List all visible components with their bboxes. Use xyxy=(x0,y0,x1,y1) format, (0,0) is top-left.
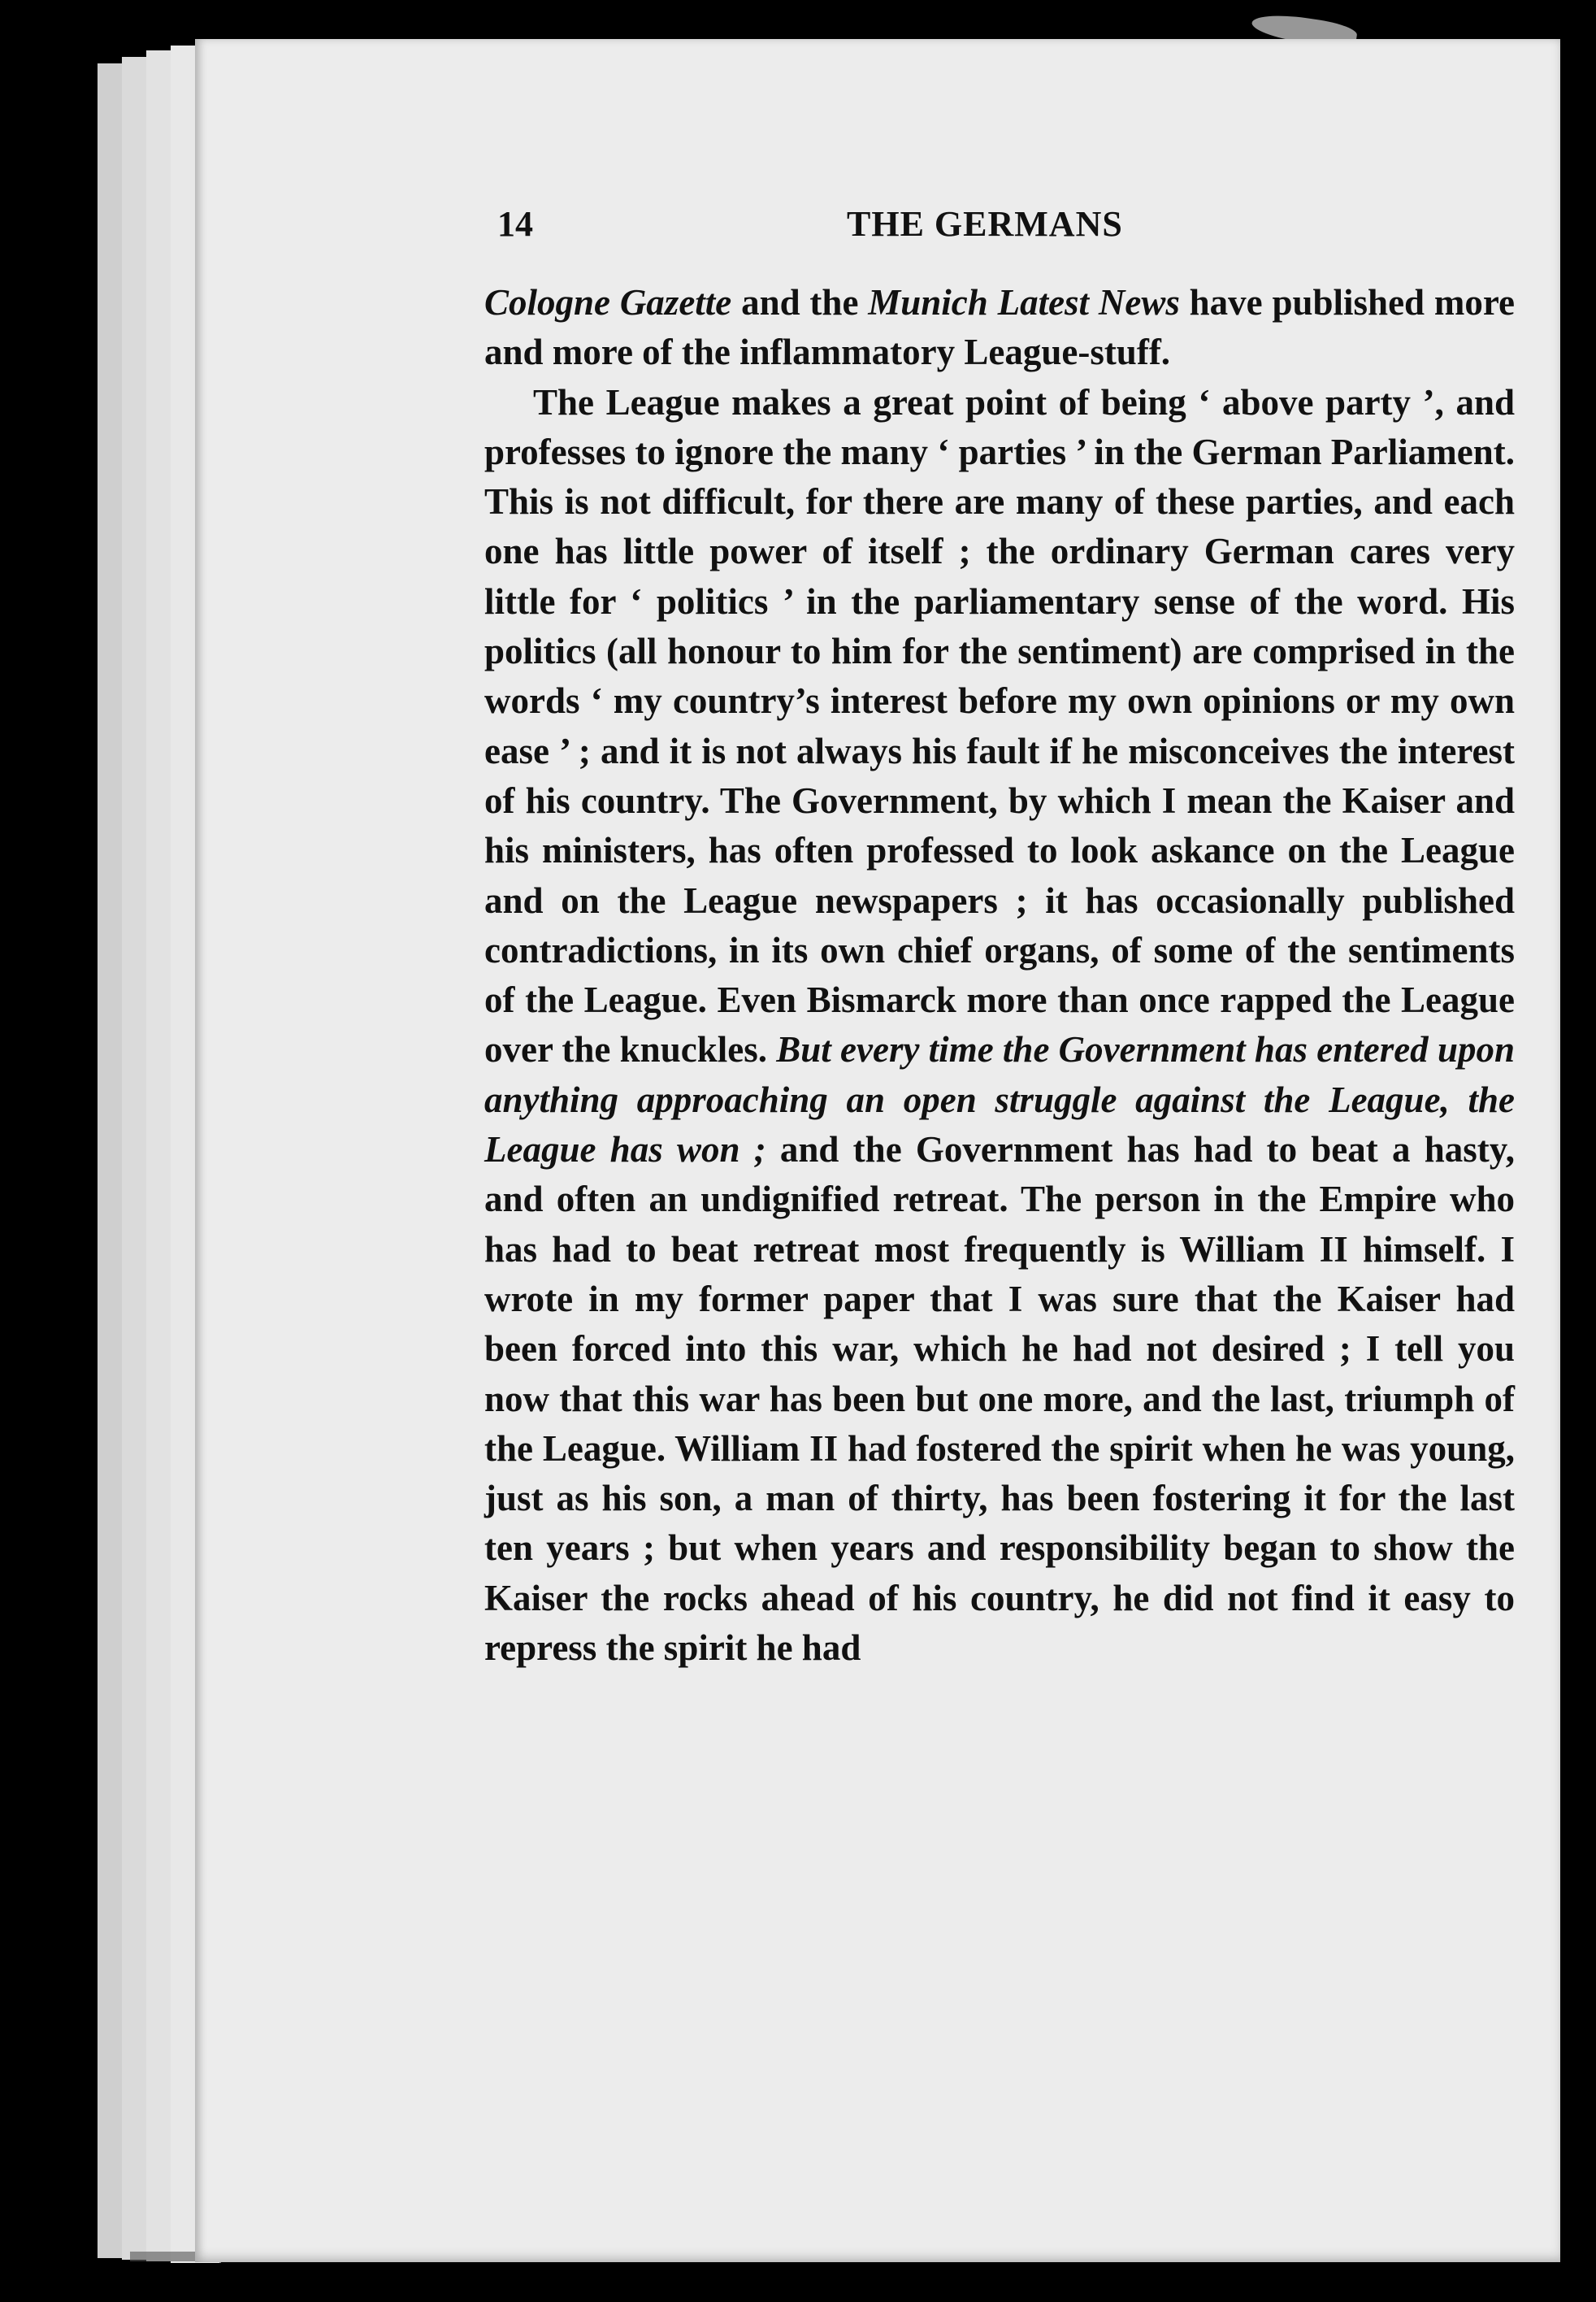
running-head xyxy=(497,203,1505,260)
paragraph-1 xyxy=(484,278,1515,378)
text-span: and the Government has had to beat a hasty, and often an undignified retreat. The person in the Empire who has had to beat retreat most frequently is William II himself. I wrote in my former paper that I was sure that the Kaiser had been forced into this war, which he had not desired ; I tell you now that this war has been but one more, and the last, triumph of the League. William II had fostered the spirit when he was young, just as his son, a man of thirty, has been fostering it for the last ten years ; but when years and responsibility began to show the Kaiser the rocks ahead of his country, he did not find it easy to repress the spirit he had xyxy=(484,1129,1515,1669)
text-span: and the xyxy=(731,282,869,323)
text-span: The League makes a great point of being ‘ above party ’, and professes to ignore the many ‘ parties ’ in the German Parliament. This is not difficult, for there are many of these parties, and each one has little power of itself ; the ordinary German cares very little for ‘ politics ’ in the parliamentary sense of the word. His politics (all honour to him for the sentiment) are comprised in the words ‘ my country’s interest before my own opinions or my own ease ’ ; and it is not always his fault if he misconceives the interest of his country. The Government, by which I mean the Kaiser and his ministers, has often professed to look askance on the League and on the League newspapers ; it has occasionally published contradictions, in its own chief organs, of some of the sentiments of the League. Even Bismarck more than once rapped the League over the knuckles. xyxy=(484,381,1515,1071)
italic-publication-name: Munich Latest News xyxy=(868,282,1180,323)
text-span: have published more and more of the inflammatory League-stuff. xyxy=(484,282,1515,373)
italic-emphasis: But every time the Government has entered upon anything approaching an open struggle against the League, the League has won ; xyxy=(484,1029,1515,1171)
paragraph-2 xyxy=(484,378,1515,1674)
body-text xyxy=(484,278,1515,1673)
page-number: 14 xyxy=(497,204,533,244)
italic-publication-name: Cologne Gazette xyxy=(484,282,732,323)
running-title: THE GERMANS xyxy=(847,204,1123,244)
